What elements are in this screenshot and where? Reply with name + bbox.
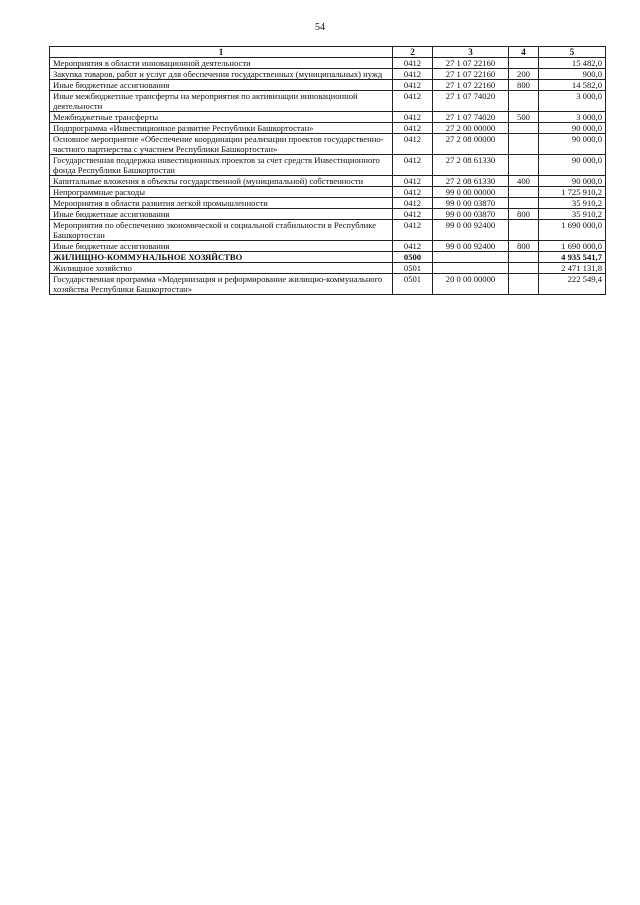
- header-col-1: 1: [50, 47, 393, 58]
- row-name-cell: Капитальные вложения в объекты государственной (муниципальной) собственности: [50, 176, 393, 187]
- amount-cell: 90 000,0: [539, 134, 606, 155]
- target-article-cell: 20 0 00 00000: [433, 274, 509, 295]
- table-row: [50, 155, 606, 176]
- table-row: [50, 263, 606, 274]
- expense-type-cell: 500: [509, 112, 539, 123]
- expense-type-cell: [509, 220, 539, 241]
- table-row: [50, 274, 606, 295]
- section-code-cell: 0412: [393, 123, 433, 134]
- table-row: [50, 134, 606, 155]
- section-code-cell: 0412: [393, 134, 433, 155]
- table-row: [50, 220, 606, 241]
- target-article-cell: 27 1 07 74020: [433, 91, 509, 112]
- section-code-cell: 0412: [393, 58, 433, 69]
- row-name-cell: Иные бюджетные ассигнования: [50, 241, 393, 252]
- amount-cell: 90 000,0: [539, 155, 606, 176]
- row-name-cell: Мероприятия в области инновационной деятельности: [50, 58, 393, 69]
- row-name-cell: Межбюджетные трансферты: [50, 112, 393, 123]
- target-article-cell: 27 1 07 74020: [433, 112, 509, 123]
- header-col-4: 4: [509, 47, 539, 58]
- table-row: [50, 91, 606, 112]
- expense-type-cell: [509, 198, 539, 209]
- row-name-cell: Основное мероприятие «Обеспечение координации реализации проектов государственно-частного партнерства с участием Республики Башкортостан»: [50, 134, 393, 155]
- expense-type-cell: [509, 58, 539, 69]
- target-article-cell: 27 1 07 22160: [433, 69, 509, 80]
- section-code-cell: 0412: [393, 187, 433, 198]
- expense-type-cell: [509, 155, 539, 176]
- amount-cell: 4 935 541,7: [539, 252, 606, 263]
- row-name-cell: Закупка товаров, работ и услуг для обеспечения государственных (муниципальных) нужд: [50, 69, 393, 80]
- amount-cell: 35 910,2: [539, 198, 606, 209]
- amount-cell: 35 910,2: [539, 209, 606, 220]
- target-article-cell: 99 0 00 03870: [433, 198, 509, 209]
- section-code-cell: 0412: [393, 176, 433, 187]
- row-name-cell: Мероприятия по обеспечению экономической и социальной стабильности в Республике Башкортостан: [50, 220, 393, 241]
- expense-type-cell: [509, 134, 539, 155]
- expense-type-cell: 800: [509, 80, 539, 91]
- section-code-cell: 0412: [393, 241, 433, 252]
- expense-type-cell: [509, 252, 539, 263]
- target-article-cell: 99 0 00 92400: [433, 241, 509, 252]
- row-name-cell: ЖИЛИЩНО-КОММУНАЛЬНОЕ ХОЗЯЙСТВО: [50, 252, 393, 263]
- target-article-cell: 27 2 08 61330: [433, 155, 509, 176]
- section-code-cell: 0412: [393, 80, 433, 91]
- table-row: [50, 176, 606, 187]
- target-article-cell: 27 1 07 22160: [433, 58, 509, 69]
- row-name-cell: Подпрограмма «Инвестиционное развитие Республики Башкортостан»: [50, 123, 393, 134]
- amount-cell: 3 000,0: [539, 91, 606, 112]
- amount-cell: 222 549,4: [539, 274, 606, 295]
- expense-type-cell: 800: [509, 241, 539, 252]
- table-row: [50, 209, 606, 220]
- amount-cell: 90 000,0: [539, 176, 606, 187]
- table-row: [50, 69, 606, 80]
- target-article-cell: 99 0 00 03870: [433, 209, 509, 220]
- expense-type-cell: [509, 123, 539, 134]
- section-code-cell: 0412: [393, 112, 433, 123]
- target-article-cell: 27 2 08 61330: [433, 176, 509, 187]
- header-col-2: 2: [393, 47, 433, 58]
- amount-cell: 15 482,0: [539, 58, 606, 69]
- page-number: 54: [315, 22, 325, 33]
- target-article-cell: [433, 252, 509, 263]
- amount-cell: 90 000,0: [539, 123, 606, 134]
- amount-cell: 900,0: [539, 69, 606, 80]
- table-header-row: [50, 47, 606, 58]
- expense-type-cell: [509, 274, 539, 295]
- table-row: [50, 252, 606, 263]
- table-row: [50, 187, 606, 198]
- section-code-cell: 0412: [393, 155, 433, 176]
- amount-cell: 1 725 910,2: [539, 187, 606, 198]
- header-col-3: 3: [433, 47, 509, 58]
- section-code-cell: 0412: [393, 69, 433, 80]
- expense-type-cell: 400: [509, 176, 539, 187]
- row-name-cell: Государственная поддержка инвестиционных проектов за счет средств Инвестиционного фонда Республики Башкортостан: [50, 155, 393, 176]
- target-article-cell: 27 2 08 00000: [433, 134, 509, 155]
- expense-type-cell: 200: [509, 69, 539, 80]
- row-name-cell: Жилищное хозяйство: [50, 263, 393, 274]
- section-code-cell: 0412: [393, 220, 433, 241]
- amount-cell: 2 471 131,8: [539, 263, 606, 274]
- target-article-cell: 27 1 07 22160: [433, 80, 509, 91]
- amount-cell: 3 000,0: [539, 112, 606, 123]
- section-code-cell: 0500: [393, 252, 433, 263]
- section-code-cell: 0412: [393, 91, 433, 112]
- table-row: [50, 112, 606, 123]
- table-row: [50, 80, 606, 91]
- row-name-cell: Иные бюджетные ассигнования: [50, 209, 393, 220]
- amount-cell: 1 690 000,0: [539, 241, 606, 252]
- section-code-cell: 0501: [393, 274, 433, 295]
- amount-cell: 14 582,0: [539, 80, 606, 91]
- target-article-cell: [433, 263, 509, 274]
- row-name-cell: Государственная программа «Модернизация и реформирование жилищно-коммунального хозяйства Республики Башкортостан»: [50, 274, 393, 295]
- table-row: [50, 198, 606, 209]
- target-article-cell: 27 2 00 00000: [433, 123, 509, 134]
- section-code-cell: 0501: [393, 263, 433, 274]
- table-row: [50, 123, 606, 134]
- target-article-cell: 99 0 00 00000: [433, 187, 509, 198]
- target-article-cell: 99 0 00 92400: [433, 220, 509, 241]
- amount-cell: 1 690 000,0: [539, 220, 606, 241]
- table-row: [50, 58, 606, 69]
- header-col-5: 5: [539, 47, 606, 58]
- budget-table: [49, 46, 606, 295]
- table-row: [50, 241, 606, 252]
- row-name-cell: Иные межбюджетные трансферты на мероприятия по активизации инновационной деятельности: [50, 91, 393, 112]
- table-body: [50, 58, 606, 295]
- section-code-cell: 0412: [393, 209, 433, 220]
- row-name-cell: Мероприятия в области развития легкой промышленности: [50, 198, 393, 209]
- expense-type-cell: [509, 263, 539, 274]
- row-name-cell: Непрограммные расходы: [50, 187, 393, 198]
- expense-type-cell: [509, 91, 539, 112]
- row-name-cell: Иные бюджетные ассигнования: [50, 80, 393, 91]
- expense-type-cell: [509, 187, 539, 198]
- expense-type-cell: 800: [509, 209, 539, 220]
- section-code-cell: 0412: [393, 198, 433, 209]
